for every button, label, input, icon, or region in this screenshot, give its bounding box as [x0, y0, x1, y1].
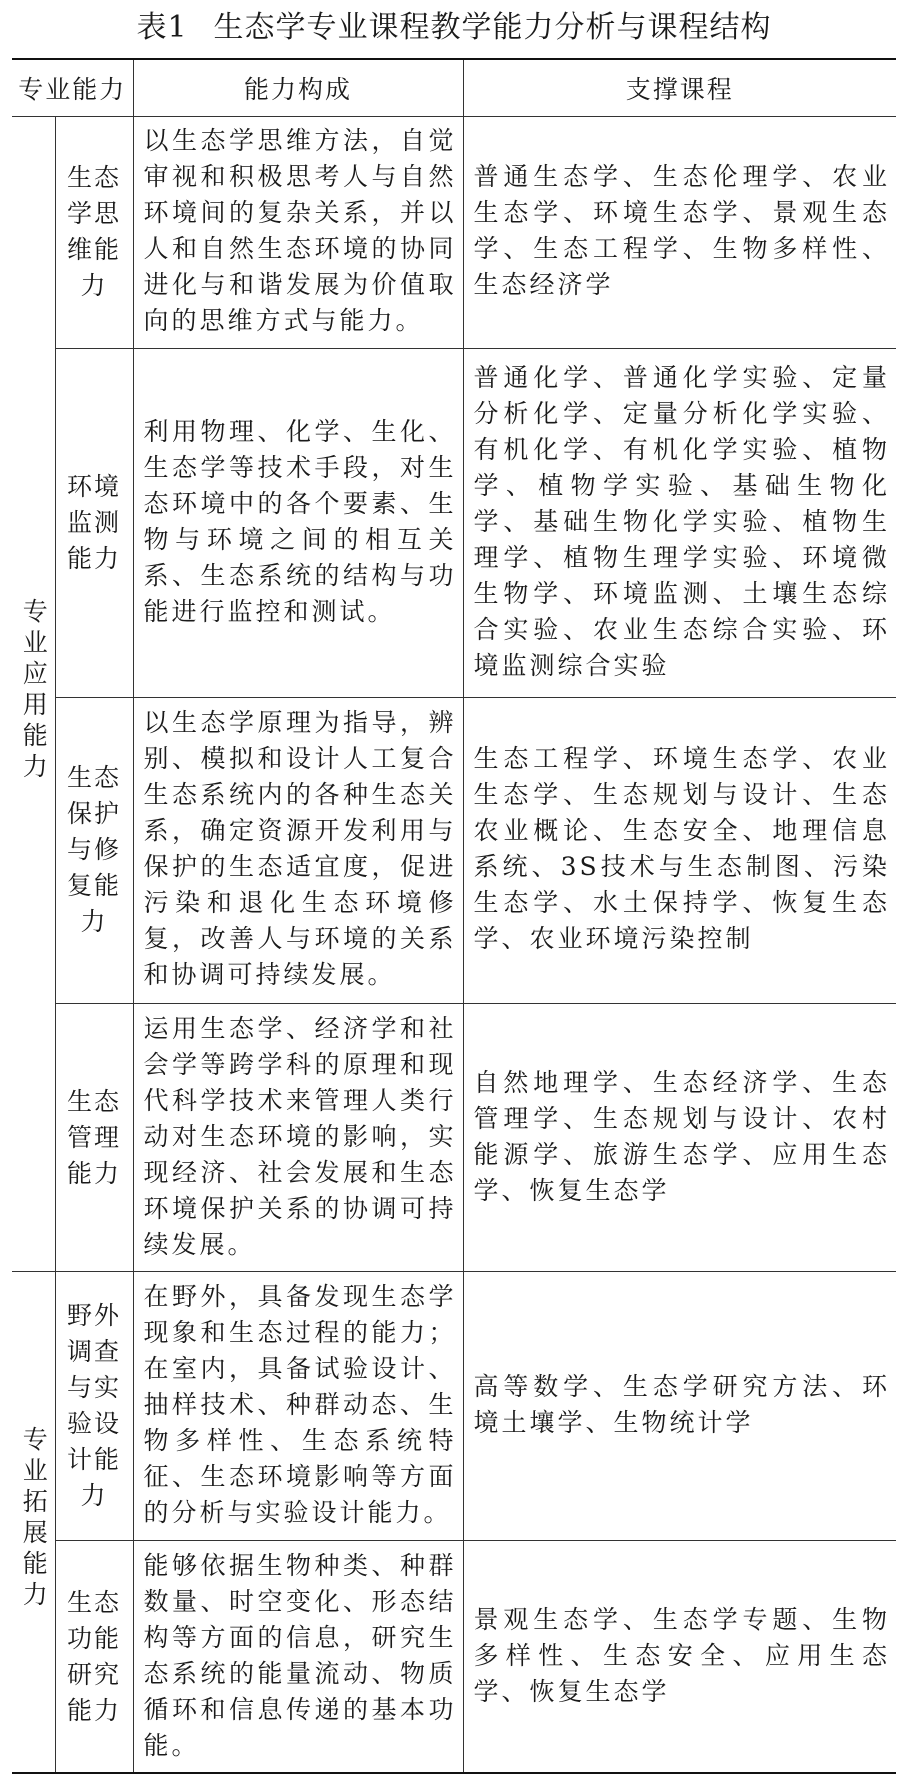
description-cell: 以生态学思维方法，自觉审视和积极思考人与自然环境间的复杂关系，并以人和自然生态环境的协同进化与和谐发展为价值取向的思维方式与能力。: [133, 117, 463, 349]
courses-cell: 自然地理学、生态经济学、生态管理学、生态规划与设计、农村能源学、旅游生态学、应用生态学、恢复生态学: [463, 1003, 896, 1272]
courses-cell: 普通化学、普通化学实验、定量分析化学、定量分析化学实验、有机化学、有机化学实验、植物学、植物学实验、基础生物化学、基础生物化学实验、植物生理学、植物生理学实验、环境微生物学、环境监测、土壤生态综合实验、农业生态综合实验、环境监测综合实验: [463, 348, 896, 697]
ability-label: 生态学思维能力: [66, 163, 121, 301]
ability-cell: [55, 117, 133, 349]
table-title-text: 生态学专业课程教学能力分析与课程结构: [213, 10, 772, 45]
table-row: [12, 348, 896, 697]
ability-cell: [55, 1541, 133, 1773]
courses-cell: 生态工程学、环境生态学、农业生态学、生态规划与设计、生态农业概论、生态安全、地理信息系统、3S技术与生态制图、污染生态学、水土保持学、恢复生态学、农业环境污染控制: [463, 698, 896, 1003]
ability-label: 环境监测能力: [66, 472, 121, 574]
ability-cell: [55, 1272, 133, 1541]
courses-cell: 普通生态学、生态伦理学、农业生态学、环境生态学、景观生态学、生态工程学、生物多样性、生态经济学: [463, 117, 896, 349]
header-professional-ability: 专业能力: [12, 59, 133, 117]
ability-label: 生态保护与修复能力: [66, 763, 121, 937]
header-ability-composition: 能力构成: [133, 59, 463, 117]
table-row: [12, 117, 896, 349]
ability-cell: [55, 1003, 133, 1272]
table-row: [12, 1003, 896, 1272]
courses-cell: 高等数学、生态学研究方法、环境土壤学、生物统计学: [463, 1272, 896, 1541]
category-label: 专业拓展能力: [19, 1426, 49, 1613]
description-cell: 以生态学原理为指导，辨别、模拟和设计人工复合生态系统内的各种生态关系，确定资源开发利用与保护的生态适宜度，促进污染和退化生态环境修复，改善人与环境的关系和协调可持续发展。: [133, 698, 463, 1003]
table-title: [0, 6, 908, 50]
courses-cell: 景观生态学、生态学专题、生物多样性、生态安全、应用生态学、恢复生态学: [463, 1541, 896, 1773]
ability-label: 野外调查与实验设计能力: [66, 1301, 121, 1511]
description-cell: 在野外，具备发现生态学现象和生态过程的能力；在室内，具备试验设计、抽样技术、种群动态、生物多样性、生态系统特征、生态环境影响等方面的分析与实验设计能力。: [133, 1272, 463, 1541]
category-extension: [12, 1272, 55, 1773]
category-application: [12, 117, 55, 1272]
ability-label: 生态功能研究能力: [66, 1587, 121, 1725]
category-label: 专业应用能力: [19, 598, 49, 785]
description-cell: 运用生态学、经济学和社会学等跨学科的原理和现代科学技术来管理人类行动对生态环境的影响，实现经济、社会发展和生态环境保护关系的协调可持续发展。: [133, 1003, 463, 1272]
header-supporting-courses: 支撑课程: [463, 59, 896, 117]
table-row: [12, 1541, 896, 1773]
ability-cell: [55, 348, 133, 697]
table-row: [12, 698, 896, 1003]
table-row: [12, 1272, 896, 1541]
header-row: [12, 59, 896, 117]
ability-label: 生态管理能力: [66, 1086, 121, 1188]
course-structure-table: [12, 58, 896, 1774]
table-number: 表1: [136, 10, 188, 45]
description-cell: 利用物理、化学、生化、生态学等技术手段，对生态环境中的各个要素、生物与环境之间的相互关系、生态系统的结构与功能进行监控和测试。: [133, 348, 463, 697]
ability-cell: [55, 698, 133, 1003]
description-cell: 能够依据生物种类、种群数量、时空变化、形态结构等方面的信息，研究生态系统的能量流动、物质循环和信息传递的基本功能。: [133, 1541, 463, 1773]
